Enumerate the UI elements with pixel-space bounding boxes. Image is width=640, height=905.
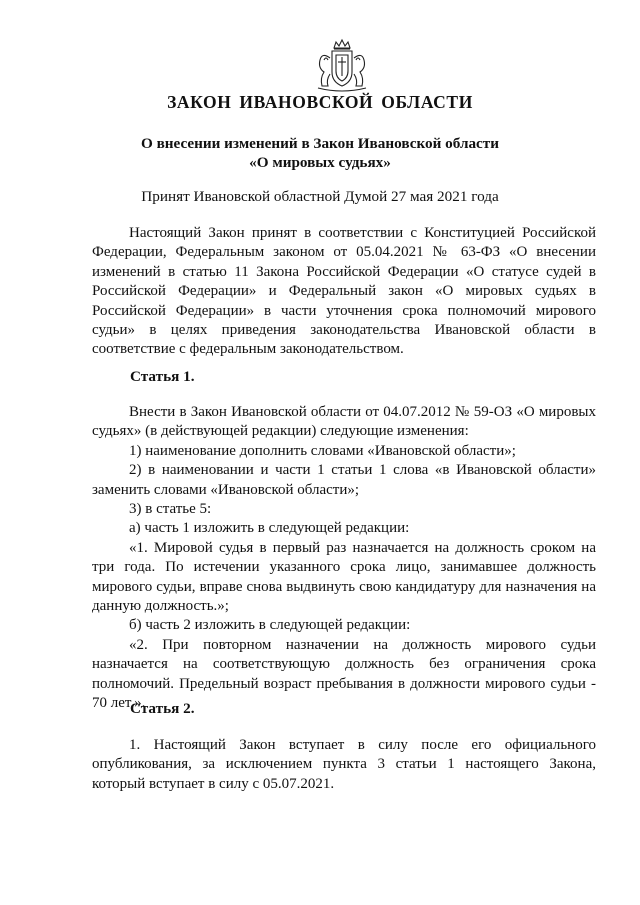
article-1-paragraph: 2) в наименовании и части 1 статьи 1 слова «в Ивановской области» заменить словами «Ивановской области»;: [92, 462, 596, 498]
subtitle-line-2: «О мировых судьях»: [249, 154, 391, 171]
article-2-body: [92, 736, 596, 794]
article-1-heading: Статья 1.: [130, 368, 195, 385]
article-1-paragraph: Внести в Закон Ивановской области от 04.07.2012 № 59-ОЗ «О мировых судьях» (в действующей редакции) следующие изменения:: [92, 404, 596, 440]
article-1-body: [92, 403, 596, 714]
article-1-paragraph: «1. Мировой судья в первый раз назначается на должность сроком на три года. По истечении указанного срока лицо, занимавшее должность мирового судьи, вправе снова выдвинуть свою кандидатуру для назначения на данную должность.»;: [92, 539, 596, 615]
article-1-paragraph: «2. При повторном назначении на должность мирового судьи назначается на соответствующую должность без ограничения срока полномочий. Предельный возраст пребывания в должности мирового судьи - 70 лет.».: [92, 636, 596, 712]
article-1-paragraph: а) часть 1 изложить в следующей редакции:: [129, 520, 410, 537]
adoption-note: Принят Ивановской областной Думой 27 мая 2021 года: [141, 188, 499, 205]
preamble-paragraph: Настоящий Закон принят в соответствии с Конституцией Российской Федерации, Федеральным законом от 05.04.2021 № 63-ФЗ «О внесении изменений в статью 11 Закона Российской Федерации «О статусе судей в Российской Федерации» и Федеральный закон «О мировых судьях в Российской Федерации» в части уточнения срока полномочий мирового судьи» в целях приведения законодательства Ивановской области в соответствие с федеральным законодательством.: [92, 225, 596, 358]
article-1-paragraph: 3) в статье 5:: [129, 501, 212, 518]
article-1-paragraph: б) часть 2 изложить в следующей редакции:: [129, 617, 411, 634]
preamble: [92, 224, 596, 360]
article-1-paragraph: 1) наименование дополнить словами «Ивановской области»;: [129, 442, 516, 459]
article-2-paragraph: 1. Настоящий Закон вступает в силу после его официального опубликования, за исключением пункта 3 статьи 1 настоящего Закона, который вступает в силу с 05.07.2021.: [92, 737, 596, 792]
subtitle-line-1: О внесении изменений в Закон Ивановской области: [140, 135, 500, 152]
article-2-heading: Статья 2.: [130, 700, 195, 717]
law-title: ЗАКОН ИВАНОВСКОЙ ОБЛАСТИ: [167, 92, 473, 112]
law-subtitle: [0, 134, 640, 172]
coat-of-arms-icon: [306, 38, 378, 94]
